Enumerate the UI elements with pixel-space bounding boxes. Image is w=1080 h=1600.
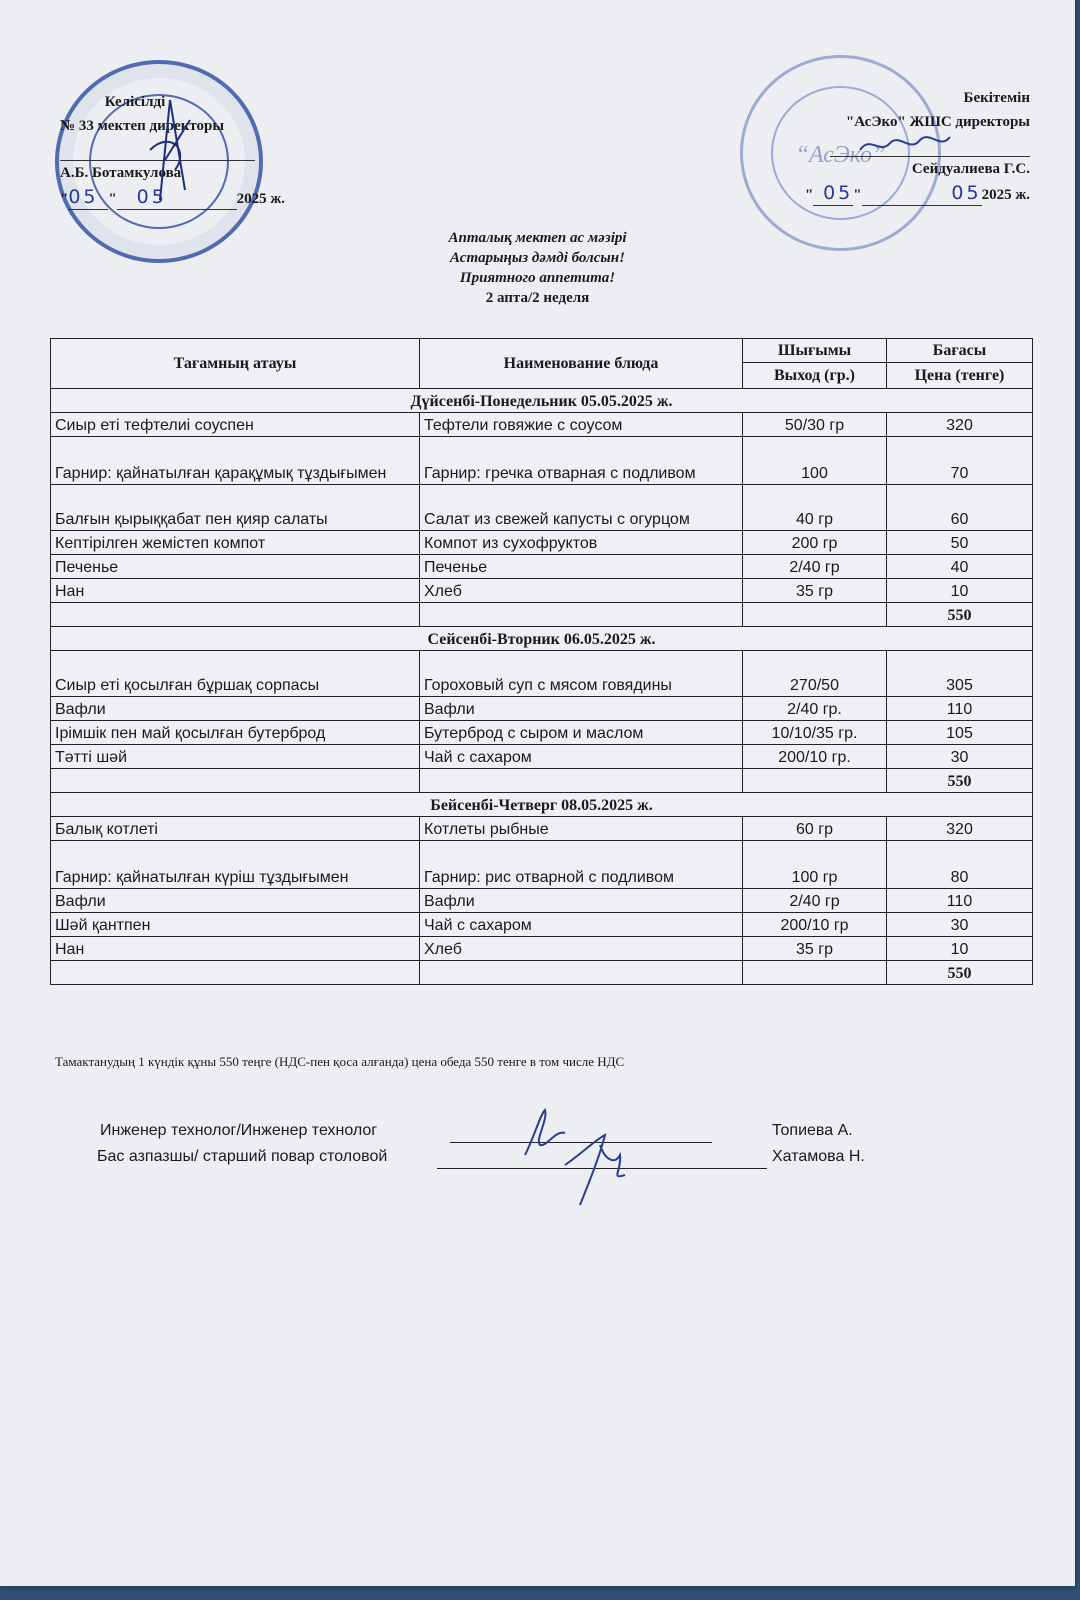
agreed-date: "05 " 05 2025 ж. [60, 186, 286, 208]
total-row [51, 961, 1033, 985]
heading-line-3: Приятного аппетита! [459, 270, 616, 286]
dish-price: 10 [887, 937, 1033, 961]
dish-ru: Печенье [420, 555, 743, 579]
dish-kz: Вафли [51, 697, 420, 721]
day-header-monday: Дүйсенбі-Понедельник 05.05.2025 ж. [51, 389, 1033, 413]
dish-ru: Вафли [420, 889, 743, 913]
dish-output: 60 гр [743, 817, 887, 841]
engineer-name: Топиева А. [772, 1122, 853, 1139]
dish-ru: Бутерброд с сыром и маслом [420, 721, 743, 745]
dish-price: 30 [887, 745, 1033, 769]
table-row [51, 817, 1033, 841]
dish-price: 110 [887, 697, 1033, 721]
col-header-price-kz: Бағасы [887, 339, 1033, 363]
day-total: 550 [887, 961, 1033, 985]
dish-output: 100 [743, 437, 887, 485]
dish-ru: Хлеб [420, 937, 743, 961]
table-row [51, 913, 1033, 937]
dish-ru: Хлеб [420, 579, 743, 603]
dish-kz: Тәтті шәй [51, 745, 420, 769]
table-row [51, 889, 1033, 913]
col-header-output-ru: Выход (гр.) [743, 363, 887, 389]
dish-kz: Сиыр еті қосылған бұршақ сорпасы [51, 651, 420, 697]
dish-ru: Вафли [420, 697, 743, 721]
dish-price: 105 [887, 721, 1033, 745]
dish-output: 200/10 гр [743, 913, 887, 937]
heading-line-1: Апталық мектеп ас мәзірі [448, 230, 627, 246]
dish-kz: Печенье [51, 555, 420, 579]
heading-week: 2 апта/2 неделя [485, 290, 590, 306]
approved-signature-icon [855, 125, 955, 165]
dish-output: 270/50 [743, 651, 887, 697]
table-row [51, 937, 1033, 961]
dish-ru: Салат из свежей капусты с огурцом [420, 485, 743, 531]
dish-kz: Нан [51, 937, 420, 961]
dish-ru: Тефтели говяжие с соусом [420, 413, 743, 437]
table-row [51, 651, 1033, 697]
table-row [51, 721, 1033, 745]
dish-price: 320 [887, 817, 1033, 841]
day-total: 550 [887, 769, 1033, 793]
price-note: Тамактанудың 1 күндік құны 550 теңге (НДС-пен қоса алғанда) цена обеда 550 тенге в том числе НДС [55, 1054, 625, 1069]
table-row [51, 697, 1033, 721]
col-header-ru: Наименование блюда [420, 339, 743, 389]
dish-price: 305 [887, 651, 1033, 697]
dish-kz: Балғын қырыққабат пен қияр салаты [51, 485, 420, 531]
approved-position: "АсЭко" ЖШС директоры [845, 114, 1030, 130]
dish-price: 40 [887, 555, 1033, 579]
cook-role: Бас азпазшы/ старший повар столовой [97, 1148, 388, 1165]
dish-kz: Ірімшік пен май қосылған бутерброд [51, 721, 420, 745]
table-row [51, 437, 1033, 485]
dish-kz: Шәй қантпен [51, 913, 420, 937]
col-header-output-kz: Шығымы [743, 339, 887, 363]
dish-ru: Котлеты рыбные [420, 817, 743, 841]
table-row [51, 485, 1033, 531]
stamp-company-text: “АсЭко” [795, 142, 886, 168]
cook-name: Хатамова Н. [772, 1148, 865, 1165]
dish-output: 40 гр [743, 485, 887, 531]
menu-heading [0, 228, 1075, 308]
approved-title: Бекітемін [963, 90, 1030, 106]
agreed-date-year: 2025 ж. [236, 191, 286, 207]
dish-output: 2/40 гр [743, 555, 887, 579]
approved-date: " 05" 052025 ж. [804, 182, 1030, 204]
dish-kz: Вафли [51, 889, 420, 913]
table-row [51, 579, 1033, 603]
dish-output: 200/10 гр. [743, 745, 887, 769]
menu-table [50, 338, 1033, 985]
approved-date-year: 2025 ж. [981, 187, 1030, 203]
dish-output: 35 гр [743, 937, 887, 961]
dish-price: 10 [887, 579, 1033, 603]
table-row [51, 413, 1033, 437]
approved-name: Сейдуалиева Г.С. [911, 161, 1030, 177]
dish-kz: Гарнир: қайнатылған күріш тұздығымен [51, 841, 420, 889]
engineer-role: Инженер технолог/Инженер технолог [100, 1122, 378, 1139]
dish-price: 70 [887, 437, 1033, 485]
dish-kz: Гарнир: қайнатылған қарақұмық тұздығымен [51, 437, 420, 485]
dish-output: 35 гр [743, 579, 887, 603]
dish-output: 100 гр [743, 841, 887, 889]
dish-output: 2/40 гр. [743, 697, 887, 721]
table-row [51, 841, 1033, 889]
dish-kz: Кептірілген жемістеп компот [51, 531, 420, 555]
col-header-price-ru: Цена (тенге) [887, 363, 1033, 389]
col-header-kz: Тағамның атауы [51, 339, 420, 389]
dish-price: 320 [887, 413, 1033, 437]
day-header-tuesday: Сейсенбі-Вторник 06.05.2025 ж. [51, 627, 1033, 651]
table-row [51, 531, 1033, 555]
table-row [51, 745, 1033, 769]
dish-ru: Гороховый суп с мясом говядины [420, 651, 743, 697]
total-row [51, 603, 1033, 627]
dish-ru: Гарнир: рис отварной с подливом [420, 841, 743, 889]
dish-ru: Гарнир: гречка отварная с подливом [420, 437, 743, 485]
dish-ru: Компот из сухофруктов [420, 531, 743, 555]
dish-price: 110 [887, 889, 1033, 913]
dish-kz: Нан [51, 579, 420, 603]
cook-signature-icon [560, 1125, 640, 1210]
heading-line-2: Астарыңыз дәмді болсын! [450, 250, 625, 266]
dish-kz: Сиыр еті тефтелиі соуспен [51, 413, 420, 437]
dish-ru: Чай с сахаром [420, 913, 743, 937]
approved-date-day: 05 [813, 181, 853, 206]
dish-price: 30 [887, 913, 1033, 937]
dish-output: 10/10/35 гр. [743, 721, 887, 745]
dish-ru: Чай с сахаром [420, 745, 743, 769]
agreed-date-month: 05 [117, 185, 237, 210]
dish-price: 60 [887, 485, 1033, 531]
dish-output: 50/30 гр [743, 413, 887, 437]
dish-price: 50 [887, 531, 1033, 555]
agreed-title: Келісілді [104, 94, 166, 110]
approved-date-month: 05 [862, 181, 982, 206]
total-row [51, 769, 1033, 793]
agreed-signature-icon [130, 90, 210, 210]
agreed-date-day: 05 [68, 185, 108, 210]
agreed-position: № 33 мектеп директоры [60, 118, 225, 134]
dish-output: 2/40 гр [743, 889, 887, 913]
dish-output: 200 гр [743, 531, 887, 555]
dish-price: 80 [887, 841, 1033, 889]
day-header-thursday: Бейсенбі-Четверг 08.05.2025 ж. [51, 793, 1033, 817]
day-total: 550 [887, 603, 1033, 627]
dish-kz: Балық котлеті [51, 817, 420, 841]
table-row [51, 555, 1033, 579]
agreed-name: А.Б. Ботамкулова [60, 165, 182, 181]
